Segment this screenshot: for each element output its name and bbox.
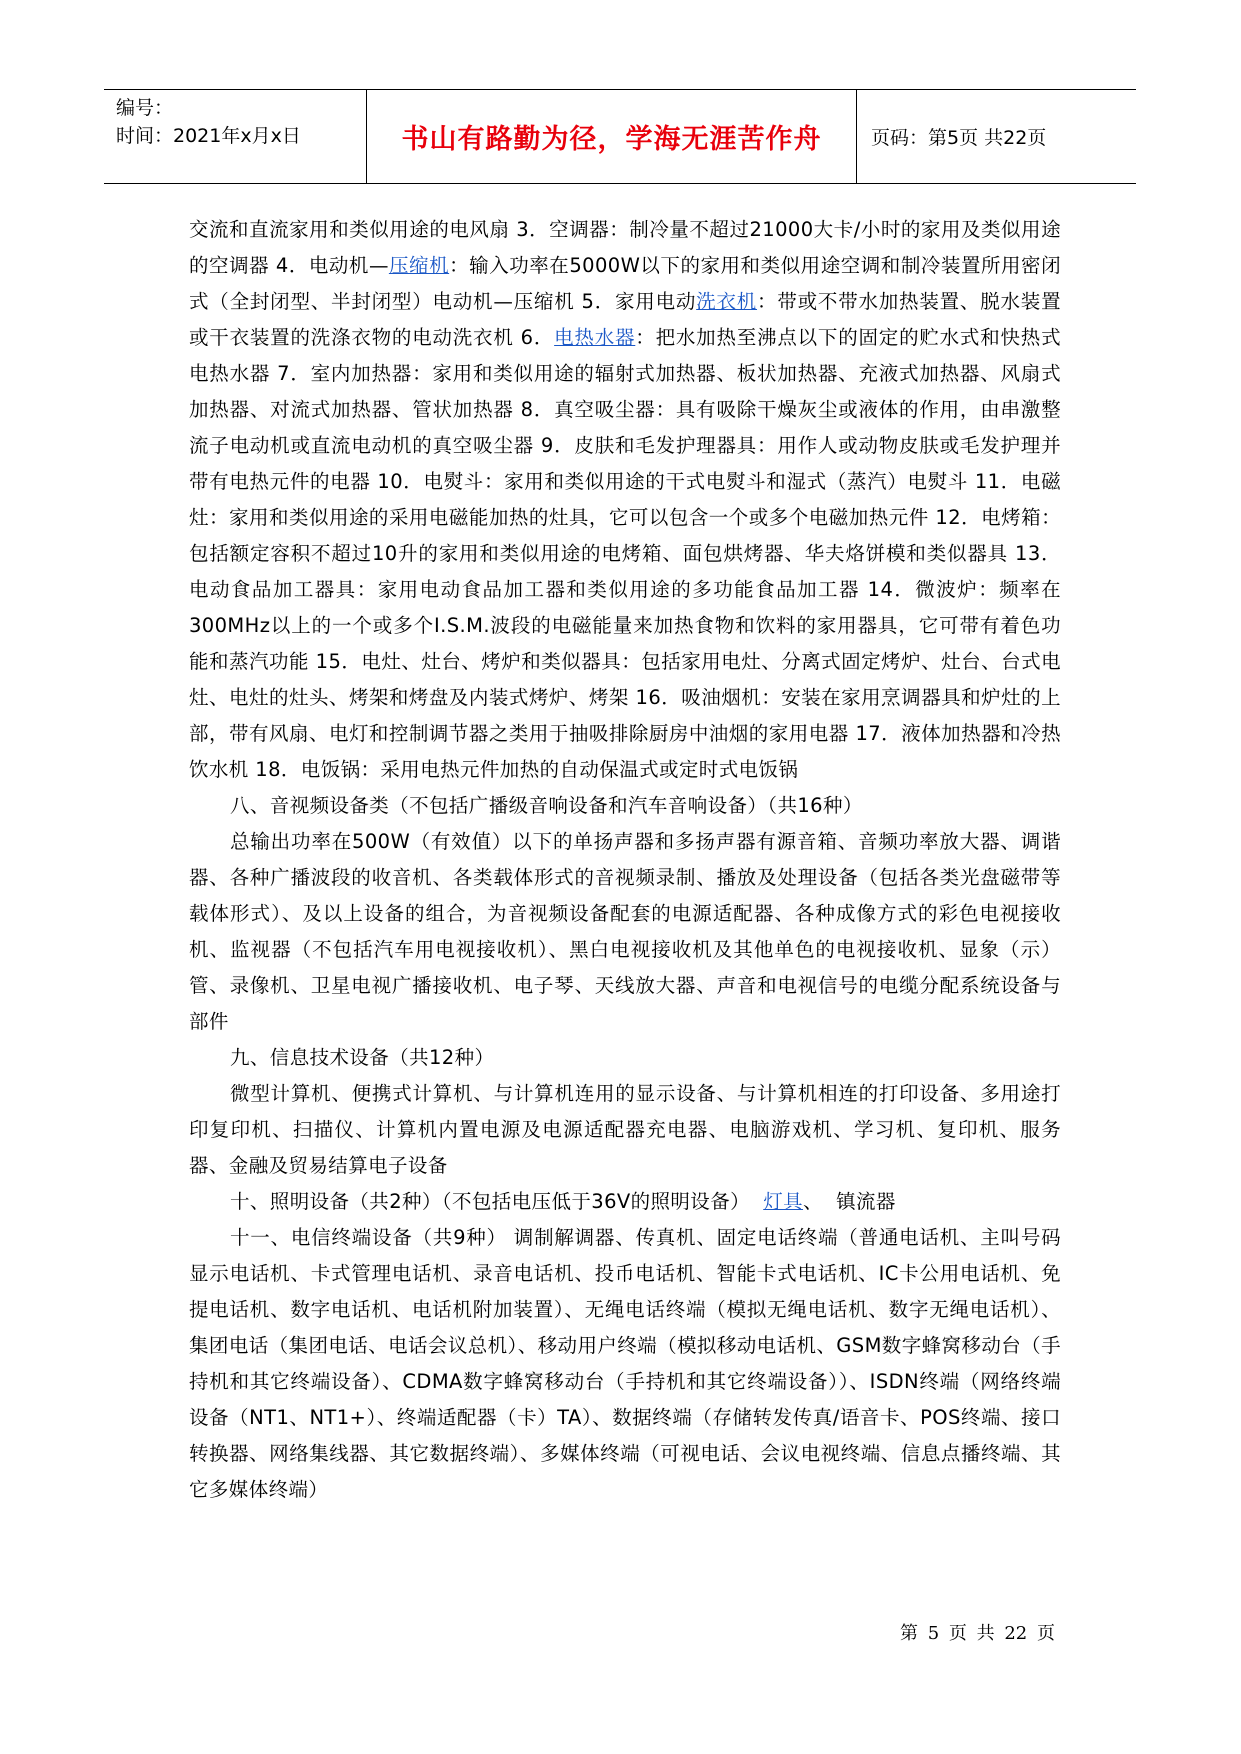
document-number-label: 编号： [116,97,174,119]
section-9-heading: 九、信息技术设备（共12种） [230,1046,495,1069]
header-page-label: 页码：第5页 共22页 [871,127,1047,149]
document-time-label: 时间：2021年x月x日 [116,125,301,147]
body-text: ：输入功率在5000W以下的家用和类似用途空调和制冷装置所用密闭式（全封闭型、半封闭型）电动机—压缩机 5．家用电动 [189,254,1061,313]
body-text: ：把水加热至沸点以下的固定的贮水式和快热式电热水器 7．室内加热器：家用和类似用途的辐射式加热器、板状加热器、充液式加热器、风扇式加热器、对流式加热器、管状加热器 8．真空吸尘器：具有吸除干燥灰尘或液体的作用，由串激整流子电动机或直流电动机的真空吸尘器 9．皮肤和毛发护理器具：用作人或动物皮肤或毛发护理并带有电热元件的电器 10．电熨斗：家用和类似用途的干式电熨斗和湿式（蒸汽）电熨斗 11．电磁灶：家用和类似用途的采用电磁能加热的灶具，它可以包含一个或多个电磁加热元件 12．电烤箱：包括额定容积不超过10升的家用和类似用途的电烤箱、面包烘烤器、华夫烙饼模和类似器具 13．电动食品加工器具：家用电动食品加工器和类似用途的多功能食品加工器 14．微波炉：频率在300MHz以上的一个或多个I.S.M.波段的电磁能量来加热食物和饮料的家用器具，它可带有着色功能和蒸汽功能 15．电灶、灶台、烤炉和类似器具：包括家用电灶、分离式固定烤炉、灶台、台式电灶、电灶的灶头、烤架和烤盘及内装式烤炉、烤架 16．吸油烟机：安装在家用烹调器具和炉灶的上部，带有风扇、电灯和控制调节器之类用于抽吸排除厨房中油烟的家用电器 17．液体加热器和冷热饮水机 18．电饭锅：采用电热元件加热的自动保温式或定时式电饭锅 [189,326,1061,781]
document-header [104,89,1136,184]
section-10-heading [189,1184,1061,1220]
water-heater-link[interactable]: 电热水器 [554,326,636,349]
appliance-list-paragraph [189,212,1061,788]
body-text: 十、照明设备（共2种）（不包括电压低于36V的照明设备） [230,1190,764,1213]
body-text: ：带或不带水加热装置、脱水装置或干衣装置的洗涤衣物的电动洗衣机 6． [189,290,1061,349]
document-body [189,212,1061,1508]
washing-machine-link[interactable]: 洗衣机 [696,290,758,313]
compressor-link[interactable]: 压缩机 [388,254,450,277]
header-info-cell [104,90,367,183]
header-motto-cell [367,90,857,183]
lamp-link[interactable]: 灯具 [763,1190,804,1213]
section-11-paragraph: 十一、电信终端设备（共9种） 调制解调器、传真机、固定电话终端（普通电话机、主叫号码显示电话机、卡式管理电话机、录音电话机、投币电话机、智能卡式电话机、IC卡公用电话机、免提电话机、数字电话机、电话机附加装置）、无绳电话终端（模拟无绳电话机、数字无绳电话机）、集团电话（集团电话、电话会议总机）、移动用户终端（模拟移动电话机、GSM数字蜂窝移动台（手持机和其它终端设备）、CDMA数字蜂窝移动台（手持机和其它终端设备））、ISDN终端（网络终端设备（NT1、NT1+）、终端适配器（卡）TA）、数据终端（存储转发传真/语音卡、POS终端、接口转换器、网络集线器、其它数据终端）、多媒体终端（可视电话、会议电视终端、信息点播终端、其它多媒体终端） [189,1226,1061,1501]
section-8-paragraph: 总输出功率在500W（有效值）以下的单扬声器和多扬声器有源音箱、音频功率放大器、调谐器、各种广播波段的收音机、各类载体形式的音视频录制、播放及处理设备（包括各类光盘磁带等载体形式）、及以上设备的组合，为音视频设备配套的电源适配器、各种成像方式的彩色电视接收机、监视器（不包括汽车用电视接收机）、黑白电视接收机及其他单色的电视接收机、显象（示）管、录像机、卫星电视广播接收机、电子琴、天线放大器、声音和电视信号的电缆分配系统设备与部件 [189,830,1061,1033]
page-footer: 第 5 页 共 22 页 [900,1623,1055,1644]
body-text: 交流和直流家用和类似用途的电风扇 3．空调器：制冷量不超过21000大卡/小时的家用及类似用途的空调器 4．电动机— [189,218,1061,277]
header-motto: 书山有路勤为径，学海无涯苦作舟 [401,124,822,155]
body-text: 、 镇流器 [803,1190,896,1213]
section-8-heading: 八、音视频设备类（不包括广播级音响设备和汽车音响设备）（共16种） [230,794,863,817]
header-page-cell [857,90,1136,183]
section-9-paragraph: 微型计算机、便携式计算机、与计算机连用的显示设备、与计算机相连的打印设备、多用途打印复印机、扫描仪、计算机内置电源及电源适配器充电器、电脑游戏机、学习机、复印机、服务器、金融及贸易结算电子设备 [189,1082,1061,1177]
